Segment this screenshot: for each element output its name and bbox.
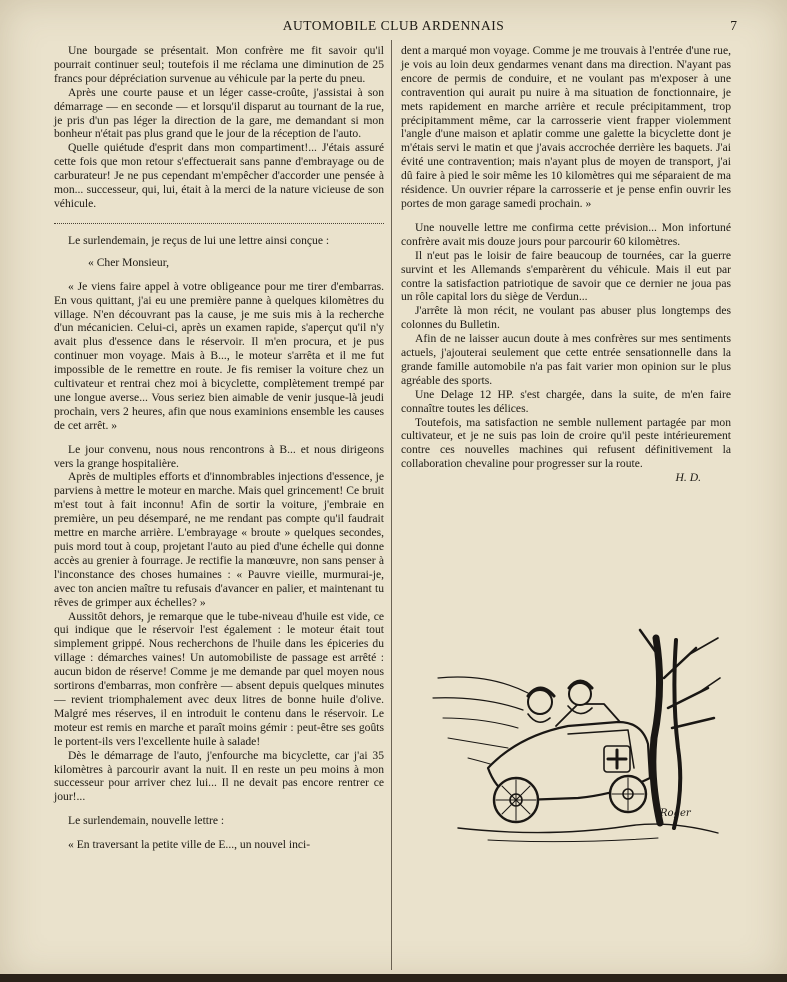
- page-header: [40, 18, 747, 36]
- paragraph: Le surlendemain, nouvelle lettre :: [68, 814, 225, 828]
- left-column: [54, 44, 384, 852]
- paragraph: Après de multiples efforts et d'innombrables injections d'essence, je parviens à mettre le moteur en marche. Mais quel grincement! Ce bruit m'est tout à fait inconnu! Afin de sortir la voiture, j'embraie en première, un peu désemparé, ne me rendant pas compte qu'il faudrait mettre en marche arrière. L'embrayage « broute » quelques secondes, puis mord tout à coup, projetant l'auto au pied d'une échelle qui donne accès au grenier à fourrage. Je rectifie la manœuvre, non sans penser à l'inconstance des choses humaines : « Pauvre vieille, murmurai-je, avec ton ancien maître tu refusais d'avancer en palier, et maintenant tu rêves de grimper aux échelles? »: [54, 470, 384, 609]
- paragraph: Quelle quiétude d'esprit dans mon compartiment!... J'étais assuré cette fois que mon retour s'effectuerait sans panne d'embrayage ou de carburateur! Je ne pus cependant m'empêcher d'accorder une pensée à mon... successeur, qui, lui, était à la merci de la nature vicieuse de son véhicule.: [54, 141, 384, 210]
- paragraph: Toutefois, ma satisfaction ne semble nullement partagée par mon cultivateur, et je ne suis pas loin de croire qu'il peste intérieurement contre ces nouvelles machines qui refusent définitivement la collaboration chevaline pour progresser sur la route.: [401, 415, 731, 471]
- right-column: [401, 44, 731, 485]
- paragraph: Une Delage 12 HP. s'est chargée, dans la suite, de m'en faire connaître toutes les délices.: [401, 387, 731, 415]
- paragraph: Une nouvelle lettre me confirma cette prévision... Mon infortuné confrère avait mis douze jours pour parcourir 60 kilomètres.: [401, 220, 731, 248]
- column-divider: [391, 40, 392, 970]
- paragraph: Dès le démarrage de l'auto, j'enfourche ma bicyclette, car j'ai 35 kilomètres à parcourir avant la nuit. Il en reste un peu moins à mon successeur pour arriver chez lui... Il ne devait pas encore rentrer ce jour!...: [54, 748, 384, 804]
- letter-paragraph: « Je viens faire appel à votre obligeance pour me tirer d'embarras. En vous quittant, j'ai eu une première panne à quelques kilomètres du village. N'en découvrant pas la cause, je me suis mis à la recherche d'un mécanicien. Celui-ci, après un examen rapide, s'aperçut qu'il n'y avait plus d'essence dans le réservoir. Il m'en procura, et je pus continuer mon voyage. Mais à B..., le moteur s'arrêta et il me fut impossible de le remettre en route. Je fis remiser la voiture chez un cultivateur et rentrai chez moi à bicyclette, complètement trempé par une longue averse... Vous seriez bien aimable de venir jusque-là jeudi prochain, vers 2 heures, afin que nous examinions ensemble les causes de cet arrêt. »: [54, 279, 384, 432]
- paragraph: Il n'eut pas le loisir de faire beaucoup de tournées, car la guerre survint et les Allemands s'emparèrent du véhicule. Mais il eut par contre la satisfaction patriotique de savoir que ce dernier ne joua pas un rôle capital lors du siège de Verdun...: [401, 248, 731, 304]
- letter-salutation: « Cher Monsieur,: [88, 255, 170, 269]
- car-crash-illustration: [428, 618, 726, 850]
- letter-paragraph: dent a marqué mon voyage. Comme je me trouvais à l'entrée d'une rue, je vois au loin deux gendarmes venant dans ma direction. N'ayant pas encore de permis de conduire, et ne voulant pas m'exposer à une contravention qui aurait pu nuire à ma situation de fonctionnaire, je mets rapidement en marche arrière et recule précipitamment, trop précipitamment même, car la carrosserie vient frapper violemment l'angle d'une maison et aplatir comme une galette la bicyclette dont je m'étais servi le matin et que j'avais accrochée derrière les baquets. J'ai évité une contravention; mais n'ayant plus de moyen de transport, j'ai dû faire à pied le soir même les 10 kilomètres qui me séparaient de ma résidence. Un ouvrier répare la carrosserie et je pense enfin ouvrir les portes de mon garage samedi prochain. »: [401, 44, 731, 210]
- running-title: AUTOMOBILE CLUB ARDENNAIS: [282, 18, 505, 33]
- paragraph: J'arrête là mon récit, ne voulant pas abuser plus longtemps des colonnes du Bulletin.: [401, 304, 731, 332]
- illustrator-signature: Roger: [660, 808, 691, 819]
- author-signature: H. D.: [675, 471, 701, 485]
- paragraph: Afin de ne laisser aucun doute à mes confrères sur mes sentiments actuels, j'ajouterai seulement que cette entrée sensationnelle dans la grande famille automobile n'a pas fait varier mon opinion sur le plus agréable des sports.: [401, 332, 731, 387]
- paragraph: Le surlendemain, je reçus de lui une lettre ainsi conçue :: [68, 233, 330, 247]
- paragraph: Aussitôt dehors, je remarque que le tube-niveau d'huile est vide, ce qui indique que le réservoir l'est également : le moteur était tout simplement grippé. Nous recherchons de l'huile dans les épiceries du village : démarches vaines! Un automobiliste de passage est arrêté : aucun bidon de réserve! Comme je me demande par quel moyen nous sortirons d'embarras, mon confrère — absent depuis quelques minutes — revient triomphalement avec deux litres de bonne huile d'olive. Malgré mes réserves, il en introduit le contenu dans le réservoir. Le moteur est remis en marche et paraît moins gémir : peut-être ses goûts le portent-ils vers l'excellente huile à salade!: [54, 609, 384, 748]
- paragraph: Après une courte pause et un léger casse-croûte, j'assistai à son démarrage — en seconde — et lorsqu'il disparut au tournant de la rue, je pris d'un pas léger la direction de la gare, me demandant si mon bonheur n'était pas plus grand que le jour de la réception de l'auto.: [54, 85, 384, 141]
- paragraph: Une bourgade se présentait. Mon confrère me fit savoir qu'il pourrait continuer seul; toutefois il me réclama une diminution de 25 francs pour dépréciation survenue au véhicule par la perte du pneu.: [54, 44, 384, 85]
- page-number: 7: [730, 18, 737, 33]
- page-bottom-edge: [0, 974, 787, 982]
- letter-paragraph: « En traversant la petite ville de E..., un nouvel inci-: [68, 838, 311, 852]
- dotted-separator: [54, 223, 384, 224]
- paragraph: Le jour convenu, nous nous rencontrons à B... et nous dirigeons vers la grange hospitalière.: [54, 442, 384, 470]
